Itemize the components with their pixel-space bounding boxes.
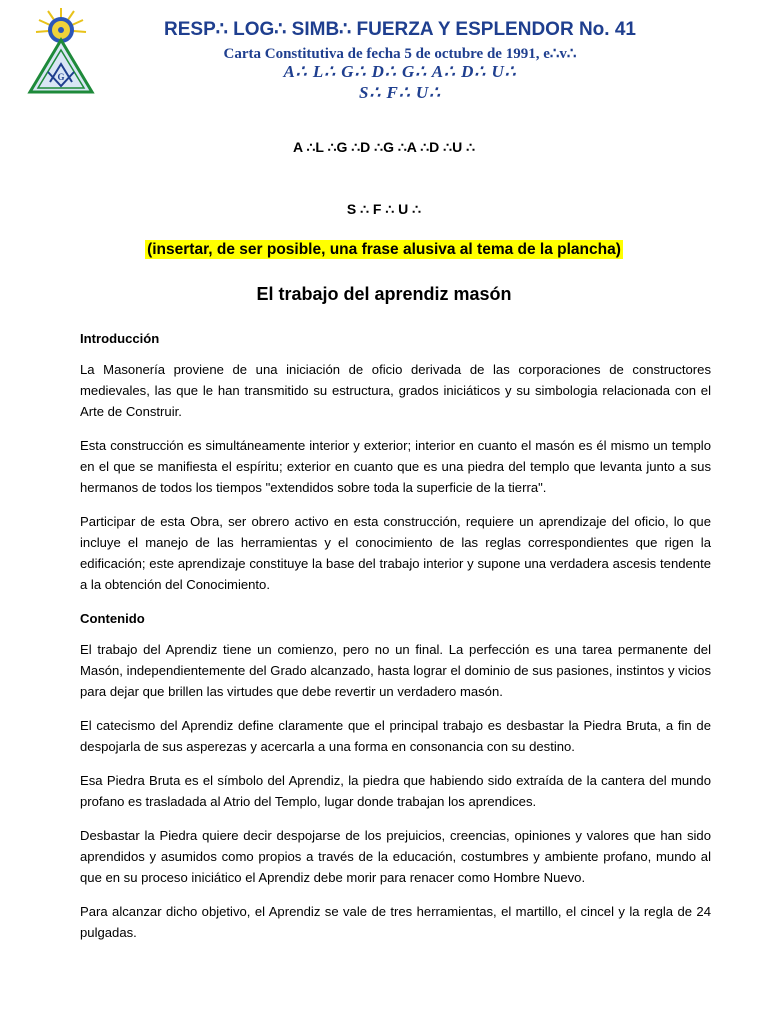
content-paragraph-4: Desbastar la Piedra quiere decir despojarse de los prejuicios, creencias, opiniones y valores que han sido aprendidos y asumidos como propios a través de la educación, costumbres y ambiente profano, mundo al que en su proceso iniciático el Aprendiz debe morir para renacer como Hombre Nuevo.	[80, 828, 711, 885]
intro-paragraph-3: Participar de esta Obra, ser obrero activo en esta construcción, requiere un aprendizaje del oficio, lo que incluye el manejo de las herramientas y el conocimiento de las reglas correspondientes que rigen la edificación; este aprendizaje constituye la base del trabajo interior y supone una verdadera ascesis tendente a la obtención del Conocimiento.	[80, 514, 711, 592]
document-body	[80, 328, 711, 956]
charter-date: Carta Constitutiva de fecha 5 de octubre de 1991, e∴v∴	[223, 46, 577, 62]
lodge-name: RESP∴ LOG∴ SIMB∴ FUERZA Y ESPLENDOR No. 41	[164, 19, 636, 40]
content-paragraph-5: Para alcanzar dicho objetivo, el Aprendiz se vale de tres herramientas, el martillo, el cincel y la regla de 24 pulgadas.	[80, 904, 711, 940]
highlight-note: (insertar, de ser posible, una frase alusiva al tema de la plancha)	[147, 241, 621, 258]
salutation-line: S ∴ F ∴ U ∴	[346, 201, 422, 217]
svg-text:G: G	[57, 72, 65, 82]
content-paragraph-1: El trabajo del Aprendiz tiene un comienzo, pero no un final. La perfección es una tarea permanente del Masón, independientemente del Grado alcanzado, hasta lograr el dominio de sus pasiones, instintos y vicios para dejar que brillen las virtudes que debe revertir un verdadero masón.	[80, 642, 711, 699]
content-paragraph-2: El catecismo del Aprendiz define claramente que el principal trabajo es desbastar la Piedra Bruta, a fin de despojarla de sus asperezas y acercarla a una forma en consonancia con su destino.	[80, 718, 711, 754]
content-paragraph-3: Esa Piedra Bruta es el símbolo del Aprendiz, la piedra que habiendo sido extraída de la cantera del mundo profano es trasladada al Atrio del Templo, lugar donde trabajan los aprendices.	[80, 773, 711, 809]
header-salutation: S∴ F∴ U∴	[358, 83, 442, 102]
intro-heading: Introducción	[80, 331, 160, 346]
document-title: El trabajo del aprendiz masón	[256, 284, 512, 304]
letterhead	[0, 0, 768, 104]
intro-paragraph-2: Esta construcción es simultáneamente interior y exterior; interior en cuanto el masón es él mismo un templo en el que se manifiesta el espíritu; exterior en cuanto que es una piedra del templo que levanta junto a sus hermanos de todos los tiempos "extendidos sobre toda la superficie de la tierra".	[80, 438, 711, 495]
invocation-line: A ∴L ∴G ∴D ∴G ∴A ∴D ∴U ∴	[293, 139, 475, 155]
highlight-note-wrap	[0, 241, 768, 259]
header-invocation: A∴ L∴ G∴ D∴ G∴ A∴ D∴ U∴	[283, 62, 517, 81]
content-heading: Contenido	[80, 611, 145, 626]
intro-paragraph-1: La Masonería proviene de una iniciación de oficio derivada de las corporaciones de constructores medievales, las que le han transmitido su estructura, grados iniciáticos y su simbologia relacionada con el Arte de Construir.	[80, 362, 711, 419]
masonic-triangle-logo-icon	[26, 6, 96, 96]
